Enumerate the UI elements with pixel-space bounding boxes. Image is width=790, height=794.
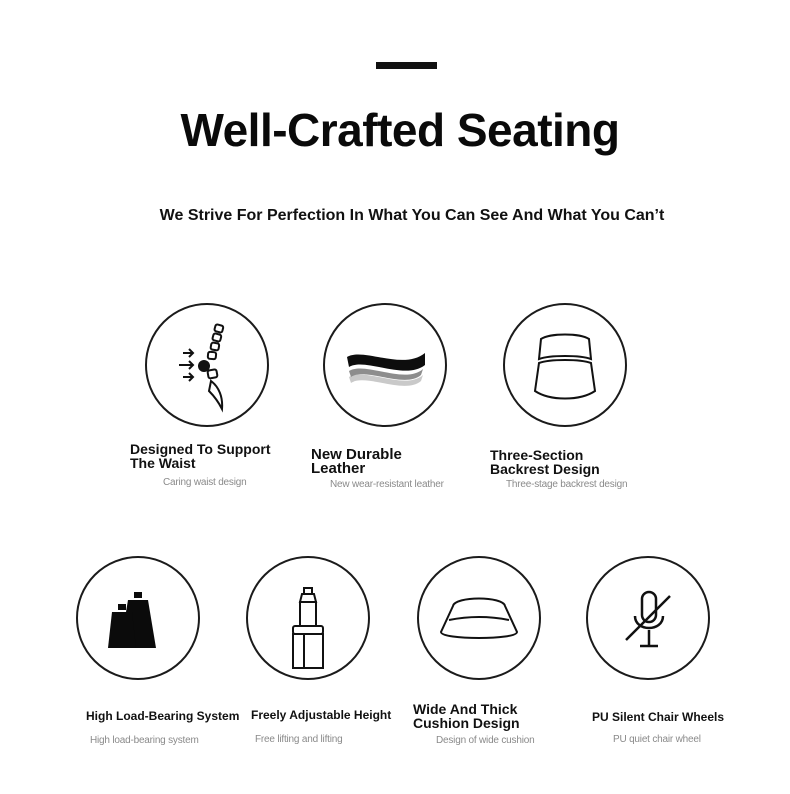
- feature-title-load: High Load-Bearing System: [86, 709, 240, 723]
- backrest-icon: [505, 305, 625, 425]
- page-subtitle: We Strive For Perfection In What You Can See And What You Can’t: [159, 207, 665, 224]
- feature-circle-height: [246, 556, 370, 680]
- leather-layers-icon: [325, 305, 445, 425]
- page-title: Well-Crafted Seating: [180, 104, 620, 156]
- spine-icon: [147, 305, 267, 425]
- feature-title-backrest: Three-Section Backrest Design: [490, 447, 600, 477]
- decorative-top-bar: [376, 62, 437, 69]
- feature-title-height: Freely Adjustable Height: [251, 708, 392, 722]
- feature-title-wheels: PU Silent Chair Wheels: [592, 710, 725, 724]
- feature-circle-load: [76, 556, 200, 680]
- feature-subtitle-backrest: Three-stage backrest design: [506, 479, 628, 490]
- gas-lift-icon: [248, 558, 368, 678]
- feature-circle-wheels: [586, 556, 710, 680]
- cushion-icon: [419, 558, 539, 678]
- feature-title-cushion: Wide And Thick Cushion Design: [413, 701, 520, 731]
- feature-subtitle-waist: Caring waist design: [163, 477, 247, 488]
- feature-subtitle-wheels: PU quiet chair wheel: [613, 734, 701, 745]
- feature-circle-waist: [145, 303, 269, 427]
- feature-subtitle-leather: New wear-resistant leather: [330, 479, 444, 490]
- feature-subtitle-load: High load-bearing system: [90, 735, 199, 746]
- feature-subtitle-cushion: Design of wide cushion: [436, 735, 535, 746]
- feature-title-leather: New Durable Leather: [311, 446, 402, 477]
- feature-circle-leather: [323, 303, 447, 427]
- muted-microphone-icon: [588, 558, 708, 678]
- feature-circle-backrest: [503, 303, 627, 427]
- feature-title-waist: Designed To Support The Waist: [130, 441, 271, 471]
- weights-icon: [78, 558, 198, 678]
- feature-circle-cushion: [417, 556, 541, 680]
- feature-subtitle-height: Free lifting and lifting: [255, 734, 343, 745]
